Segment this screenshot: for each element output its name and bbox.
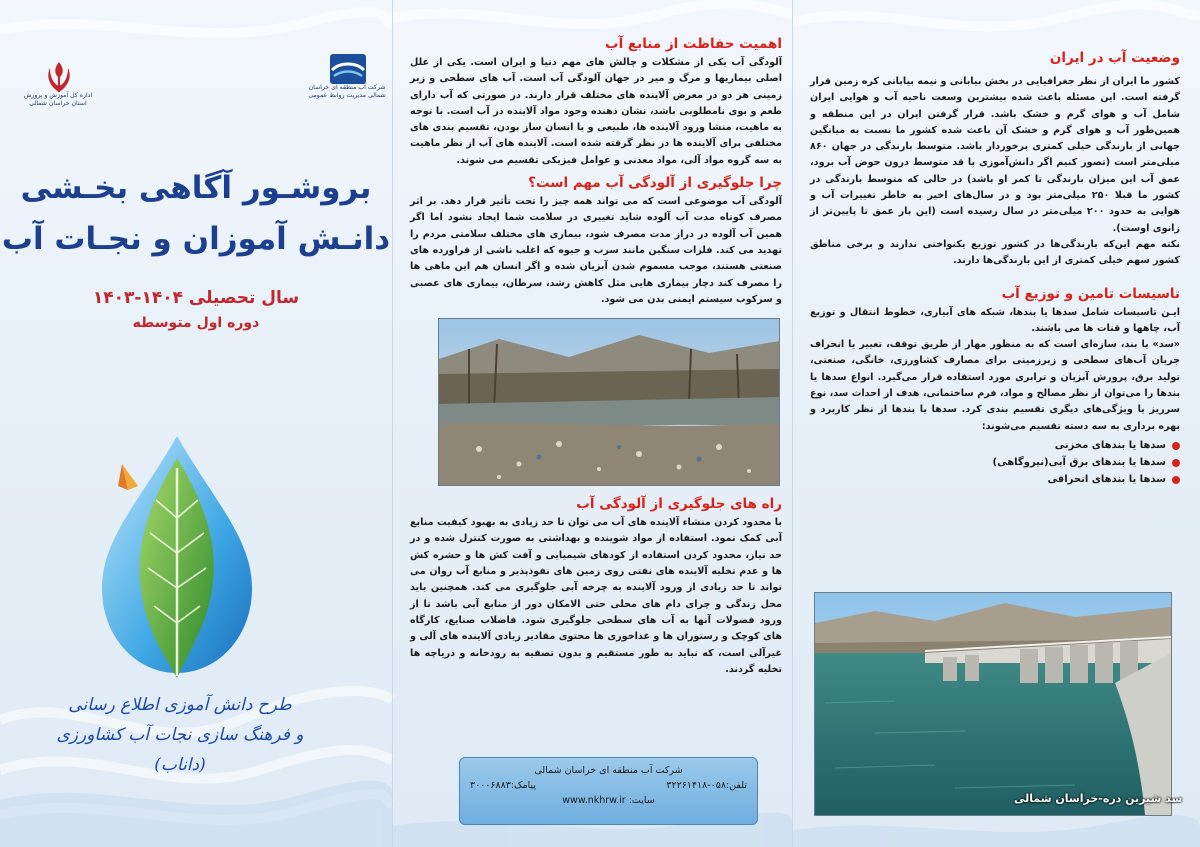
section-body-water-in-iran: کشور ما ایران از نظر جغرافیایی در بخش بیابانی و نیمه بیابانی کره زمین قرار گرفته است. این مسئله باعث شده بیشترین وسعت ناحیه آب و هوایی ایران شامل آب و هوای گرم و خشک باشد. قرار گرفتن ایران در این منطقه و همین‌طور آب و هوای گرم و خشک آن باعث شده کشور ما نسبت به میانگین جهانی از بارندگی خیلی کمتری برخوردار باشد. متوسط بارندگی در جهان ۸۶۰ میلی‌متر است (تصور کنیم اگر دانش‌آموزی با قد متوسط درون حوض آب برود، عمق آب این میزان بارندگی تا کمر او باشد) در حالی که متوسط بارندگی در کشور ما قبلا ۲۵۰ میلی‌متر بود و در سال‌های اخیر به خاطر تغییرات آب و هوایی به حدود ۲۰۰ میلی‌متر در سال رسیده است (این بار عمق تا پایین‌تر از زانوی اوست).: [810, 76, 1181, 234]
school-grade: دوره اول متوسطه: [132, 315, 260, 331]
middle-panel: [392, 0, 792, 847]
section-title-why-prevent: چرا جلوگیری از آلودگی آب مهم است؟: [528, 175, 782, 192]
list-item: سدها یا بندهای برق آبی(نیروگاهی): [810, 454, 1180, 471]
section-body-prevention-methods: با محدود کردن منشاء آلاینده های آب می توان تا حد زیادی به بهبود کیفیت منابع آبی کمک نمود. استفاده از مواد شوینده و بهداشتی به صورت کنترل شده و در حد نیاز، محدود کردن استفاده از کودهای شیمیایی و آفت کش ها و حشره کش ها و عدم تخلیه آلاینده های نفتی روی زمین های نفوذپذیر و منابع آب روان می تواند تا حد زیادی از ورود آلاینده به چرخه آبی جلوگیری می کند. همچنین باید محل زندگی و چرای دام های محلی حتی الامکان دور از منابع آبی باشد تا از ورود فضولات آنها به آب های سطحی جلوگیری شود. فاضلاب صنایع، کارگاه های کوچک و رستوران ها و غذاخوری ها محتوی مقادیر زیادی آلاینده های آلی و غیرآلی است، که نباید به طور مستقیم و بدون تصفیه به رودخانه و دریاچه ها تخلیه گردند.: [410, 517, 782, 675]
program-slogan: [40, 690, 320, 780]
brochure-title-line1: بروشـور آگاهی بخـشی: [20, 170, 372, 206]
website-label: سایت:: [628, 795, 655, 806]
slogan-acronym: (داناب): [154, 755, 206, 775]
contact-sms: پیامک:۳۰۰۰۶۸۸۳: [470, 780, 537, 791]
iran-emblem-logo: [44, 60, 74, 94]
section-title-water-facilities: تاسیسات تامین و توزیع آب: [1001, 285, 1180, 302]
polluted-river-photo: [438, 318, 780, 486]
water-company-name: شرکت آب منطقه ای خراسان شمالی مدیریت روابط عمومی: [308, 84, 386, 99]
section-body-dams: «سد» یا بند، سازه‌ای است که به منظور مهار از طریق توقف، تغییر یا انحراف جریان آب‌های سطحی و زیرزمینی برای مصارف کشاورزی، خانگی، صنعتی، تولید برق، پرورش آبزیان و ترابری مورد استفاده قرار می‌گیرد. انواع سدها یا بندها را می‌توان از نظر مصالح و مواد، فرم ساختمانی، هدف از احداث سد، نوع سرریز یا ویژگی‌های دیگری تقسیم بندی کرد. سدها یا بندها از نظر کاربرد و بهره برداری به سه دسته تقسیم می‌شوند:: [810, 339, 1180, 432]
contact-phone: تلفن:۰۵۸-۳۲۲۶۱۴۱۸: [666, 780, 747, 791]
section-body-water-facilities: ایـن تاسیسات شامل سدها یا بندها، شبکه های آبیاری، خطوط انتقال و توزیع آب، چاهها و قنات ها می باشند.: [810, 306, 1180, 334]
academic-year: سال تحصیلی ۱۴۰۴-۱۴۰۳: [92, 288, 300, 308]
dam-types-list: [810, 437, 1180, 488]
brochure-title-line2: دانـش آموزان و نجـات آب: [1, 221, 391, 257]
cover-panel: [0, 0, 392, 847]
section-title-prevention-methods: راه های جلوگیری از آلودگی آب: [576, 496, 782, 513]
contact-company: شرکت آب منطقه ای خراسان شمالی: [534, 765, 683, 776]
list-item: سدها یا بندهای انحرافی: [810, 471, 1180, 488]
slogan-line2: و فرهنگ سازی نجات آب کشاورزی: [56, 725, 304, 745]
website-link[interactable]: www.nkhrw.ir: [562, 795, 626, 806]
list-item: سدها یا بندهای مخزنی: [810, 437, 1180, 454]
section-body-why-prevent: آلودگی آب موضوعی است که می تواند همه چیز را تحت تأثیر قرار دهد. بر اثر مصرف کوتاه مدت آب آلوده شاید تغییری در سلامت شما ایجاد نشود اما اگر همین آب آلوده در دراز مدت مصرف شود، بیماری های مختلف سلامتی مردم را تهدید می کند. فلزات سنگین مانند سرب و جیوه که اغلب ناشی از فراورده های صنعتی هستند، موجب مسموم شدن آبزیان شده و اگر انسان هم این ماهی ها را مصرف کند دچار بیماری هایی مثل کاهش رشد، سرطان، بیماری های عصبی و سرکوب سیستم ایمنی بدن می شود.: [410, 196, 782, 305]
section-title-water-in-iran: وضعیت آب در ایران: [1049, 50, 1180, 66]
contact-phones: [470, 778, 747, 793]
water-company-logo: [330, 54, 366, 84]
section-body-rainfall-note: نکته مهم این‌که بارندگی‌ها در کشور توزیع یکنواختی ندارند و برخی مناطق کشور سهم خیلی کمتری از این بارندگی‌ها دارند.: [810, 238, 1180, 267]
water-drop-leaf-icon: [82, 428, 272, 688]
education-org-name: اداره کل آموزش و پرورش استان خراسان شمالی: [23, 92, 93, 107]
slogan-line1: طرح دانش آموزی اطلاع رسانی: [68, 695, 292, 715]
dam-photo-caption: سد شیرین دره-خراسان شمالی: [1014, 792, 1183, 805]
polluted-river-image: [439, 319, 779, 485]
contact-website: [470, 793, 747, 808]
section-body-water-protection: آلودگی آب یکی از مشکلات و چالش های مهم دنیا و ایران است. یکی از علل اصلی بیماریها و مرگ و میر در جهان آلودگی آب است. آب های سطحی و زیر زمینی هر دو در معرض آلاینده های مختلف قرار دارند. در صورتی که آب دارای طعم و بوی نامطلوبی باشد، نشان دهنده وجود مواد آلاینده در آب است. با توجه به ماهیت، منشا ورود آلاینده ها، طبیعی و یا انسان ساز بودن، تقسیم بندی های مختلفی برای آلاینده ها در نظر گرفته شده است. آلاینده های آب از نظر ماهیت به سه گروه مواد آلی، مواد معدنی و عوامل فیزیکی تقسیم می شوند.: [410, 57, 782, 166]
contact-box: [459, 757, 758, 825]
section-title-water-protection: اهمیت حفاظت از منابع آب: [605, 36, 782, 52]
dam-image: [815, 593, 1171, 815]
dam-photo: [814, 592, 1172, 816]
